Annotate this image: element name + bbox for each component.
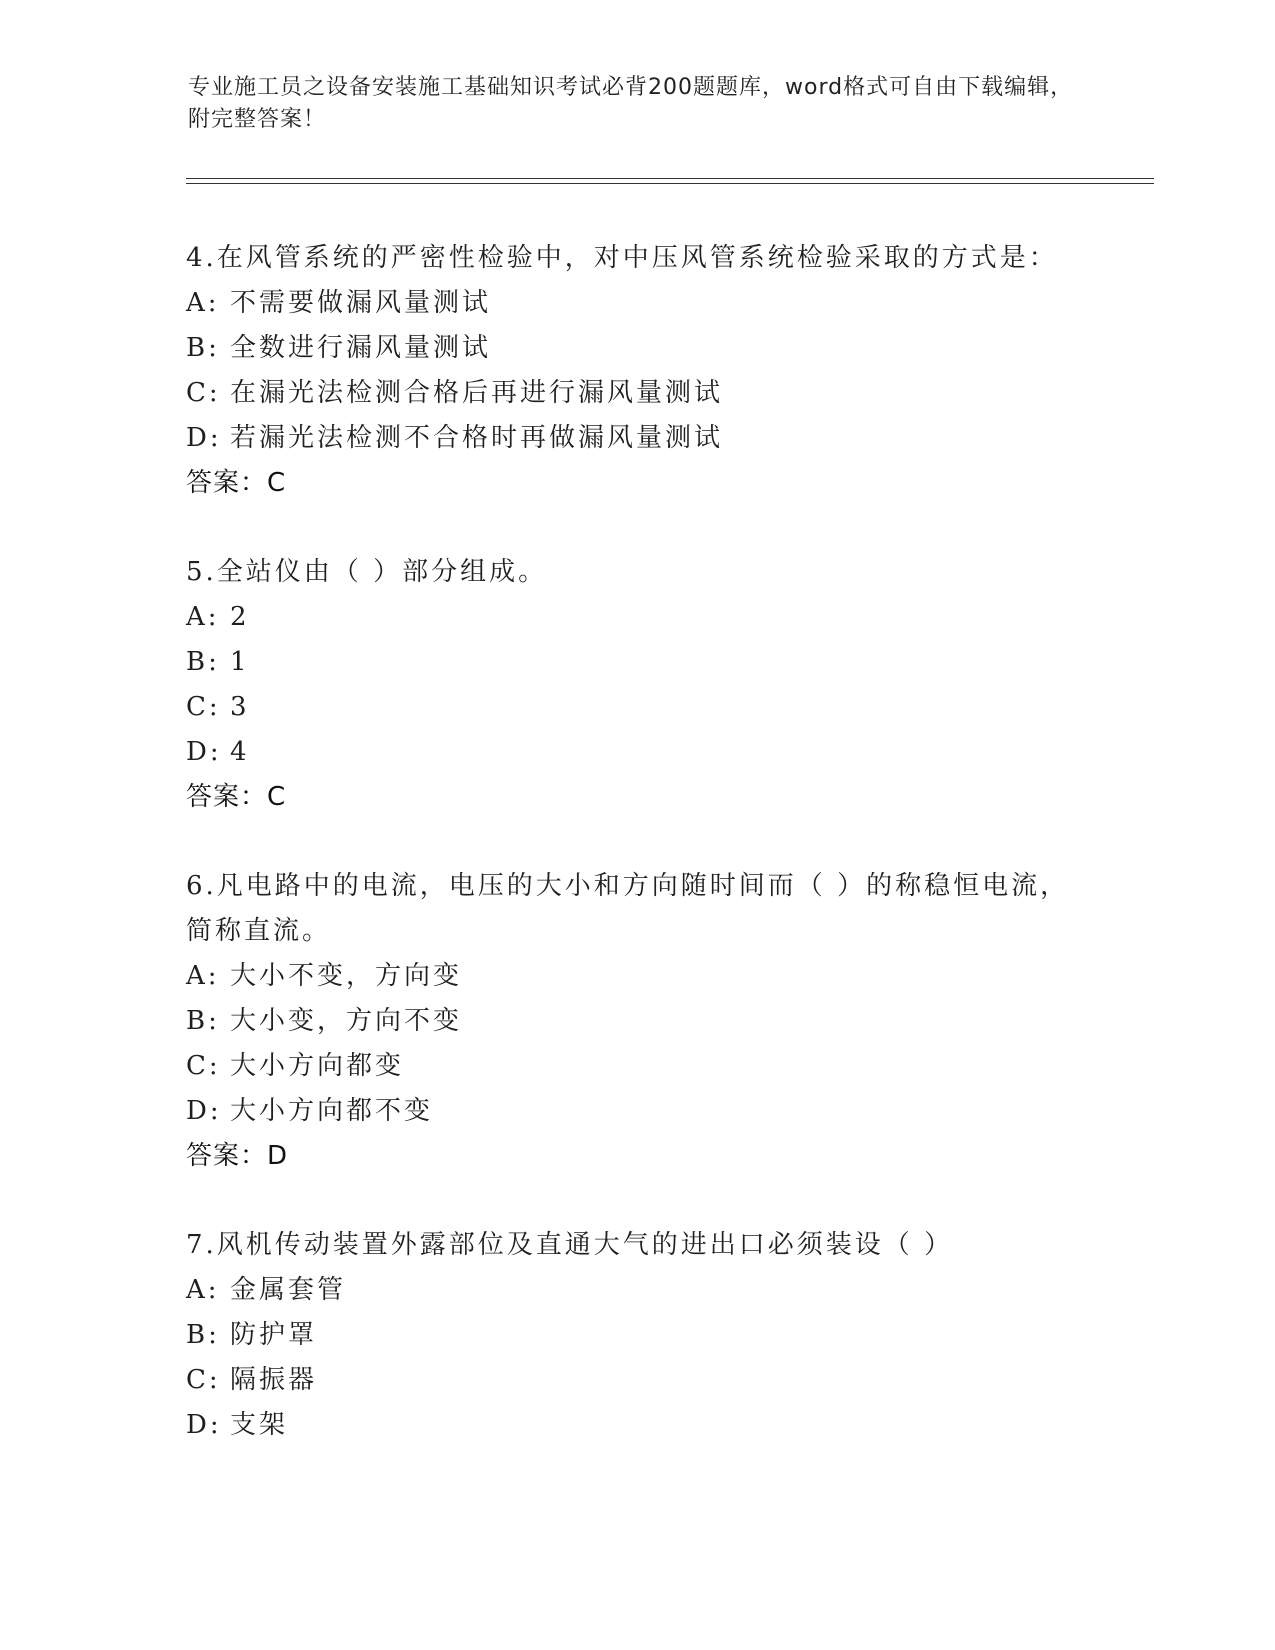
option-key: A: [186,961,220,991]
option-text: 在漏光法检测合格后再进行漏风量测试 [230,378,724,408]
option-a [186,954,1146,999]
header-divider [186,178,1154,184]
option-text: 若漏光法检测不合格时再做漏风量测试 [230,423,724,453]
option-text: 4 [230,737,250,767]
option-text: 大小变，方向不变 [230,1006,463,1036]
question-title: 7.风机传动装置外露部位及直通大气的进出口必须装设（ ） [186,1230,954,1260]
question-7 [186,1223,1146,1448]
option-text: 大小不变，方向变 [230,961,463,991]
option-key: C: [186,1051,221,1081]
option-text: 不需要做漏风量测试 [230,288,492,318]
option-key: D: [186,1410,222,1440]
answer-line: 答案：C [186,468,287,498]
question-list [186,236,1146,1492]
option-key: B: [186,1006,220,1036]
option-c [186,685,1146,730]
option-key: A: [186,1275,220,1305]
option-c [186,1358,1146,1403]
option-b [186,640,1146,685]
answer-line: 答案：C [186,782,287,812]
option-key: D: [186,423,222,453]
option-key: B: [186,1320,220,1350]
option-a [186,1268,1146,1313]
option-text: 1 [230,647,250,677]
option-text: 隔振器 [230,1365,318,1395]
option-key: A: [186,288,220,318]
option-c [186,371,1146,416]
question-title: 4.在风管系统的严密性检验中，对中压风管系统检验采取的方式是： [186,243,1058,273]
option-b [186,999,1146,1044]
option-text: 支架 [230,1410,289,1440]
option-key: D: [186,737,222,767]
option-text: 金属套管 [230,1275,347,1305]
option-key: A: [186,602,220,632]
option-key: C: [186,692,221,722]
document-header: 专业施工员之设备安装施工基础知识考试必背200题题库，word格式可自由下载编辑，附完整答案！ [188,75,1074,132]
option-b [186,1313,1146,1358]
option-key: D: [186,1096,222,1126]
option-d [186,1089,1146,1134]
option-a [186,281,1146,326]
option-b [186,326,1146,371]
option-c [186,1044,1146,1089]
option-d [186,1403,1146,1448]
question-5 [186,550,1146,820]
option-a [186,595,1146,640]
option-text: 大小方向都变 [230,1051,405,1081]
question-title: 6.凡电路中的电流，电压的大小和方向随时间而（ ）的称稳恒电流，简称直流。 [186,871,1070,946]
question-title: 5.全站仪由（ ）部分组成。 [186,557,548,587]
option-d [186,416,1146,461]
option-text: 3 [230,692,250,722]
option-key: B: [186,647,220,677]
option-text: 2 [230,602,250,632]
option-key: B: [186,333,220,363]
option-key: C: [186,378,221,408]
question-6 [186,864,1146,1179]
option-key: C: [186,1365,221,1395]
option-text: 大小方向都不变 [230,1096,434,1126]
question-4 [186,236,1146,506]
answer-line: 答案：D [186,1141,289,1171]
option-text: 防护罩 [230,1320,318,1350]
option-d [186,730,1146,775]
option-text: 全数进行漏风量测试 [230,333,492,363]
